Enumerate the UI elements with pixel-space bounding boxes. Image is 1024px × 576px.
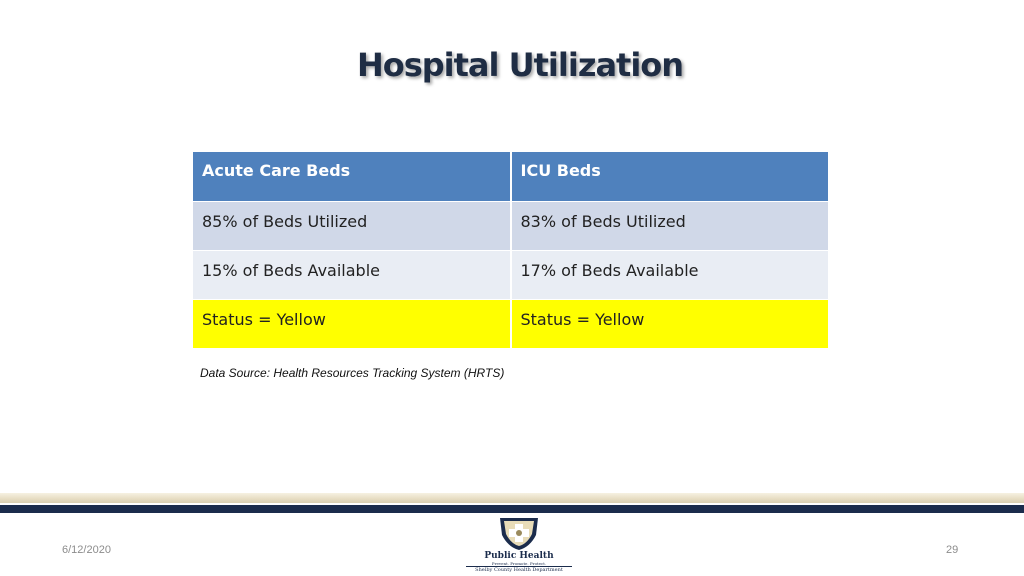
table-header-row [193,152,828,201]
table-cell: 85% of Beds Utilized [193,201,511,250]
table-row-available [193,250,828,299]
slide-title: Hospital Utilization [356,46,684,84]
table-cell: 17% of Beds Available [511,250,829,299]
logo-tagline: Prevent. Promote. Protect. [491,561,547,566]
status-cell: Status = Yellow [511,299,829,348]
data-source-note: Data Source: Health Resources Tracking System (HRTS) [200,366,505,380]
logo-name: Public Health [484,551,554,561]
header-acute-care-beds: Acute Care Beds [193,152,511,201]
table-row-utilized [193,201,828,250]
table-row-status [193,299,828,348]
footer-divider-tan [0,493,1024,503]
shield-icon [496,515,542,551]
page-number: 29 [946,544,959,556]
table-cell: 15% of Beds Available [193,250,511,299]
public-health-logo [466,515,572,573]
footer-date: 6/12/2020 [62,544,111,556]
table-cell: 83% of Beds Utilized [511,201,829,250]
header-icu-beds: ICU Beds [511,152,829,201]
utilization-table [193,152,828,348]
status-cell: Status = Yellow [193,299,511,348]
footer-divider-navy [0,505,1024,513]
logo-department: Shelby County Health Department [466,566,572,573]
